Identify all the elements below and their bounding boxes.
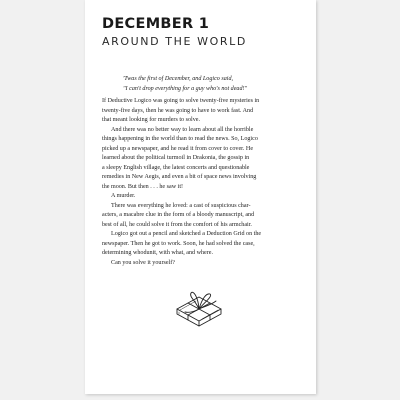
body-line: things happening in the world than to read the news. So, Logico — [102, 136, 258, 142]
body-line: best of all, he could solve it from the comfort of his armchair. — [102, 221, 252, 228]
body-line: the moon. But then . . . he saw it! — [102, 183, 184, 190]
epigraph-line: "I can't drop everything for a guy who's not dead!" — [123, 85, 248, 92]
page-subtitle: AROUND THE WORLD — [102, 35, 247, 48]
body-text — [102, 97, 305, 268]
epigraph-line: 'Twas the first of December, and Logico said, — [123, 76, 234, 82]
body-line: Logico got out a pencil and sketched a Deduction Grid on the — [111, 231, 262, 237]
body-line: A murder. — [111, 193, 136, 199]
gift-box-icon — [171, 283, 227, 336]
body-line: learned about the political turmoil in Drakonia, the gossip in — [102, 155, 250, 161]
body-line: picked up a newspaper, and he read it from cover to cover. He — [102, 145, 254, 152]
body-line: remedies in New Aegis, and even a bit of space news involving — [102, 174, 257, 180]
body-line: There was everything he loved: a cast of suspicious char- — [111, 202, 251, 209]
body-line: twenty-five days, then he was going to have to work fast. And — [102, 107, 254, 114]
epigraph — [123, 75, 309, 94]
body-line: Can you solve it yourself? — [111, 259, 175, 266]
body-line: newspaper. Then he got to work. Soon, he had solved the case, — [102, 240, 255, 247]
page-title: DECEMBER 1 — [102, 16, 210, 32]
book-page — [85, 0, 316, 394]
body-line: that meant looking for murders to solve. — [102, 117, 200, 123]
body-line: a sleepy English village, the latest concerts and questionable — [102, 164, 250, 171]
body-line: determining whodunit, with what, and where. — [102, 250, 214, 256]
body-line: And there was no better way to learn about all the horrible — [111, 126, 254, 133]
body-line: If Deductive Logico was going to solve twenty-five mysteries in — [102, 98, 260, 104]
body-line: acters, a macabre clue in the form of a bloody manuscript, and — [102, 212, 255, 218]
